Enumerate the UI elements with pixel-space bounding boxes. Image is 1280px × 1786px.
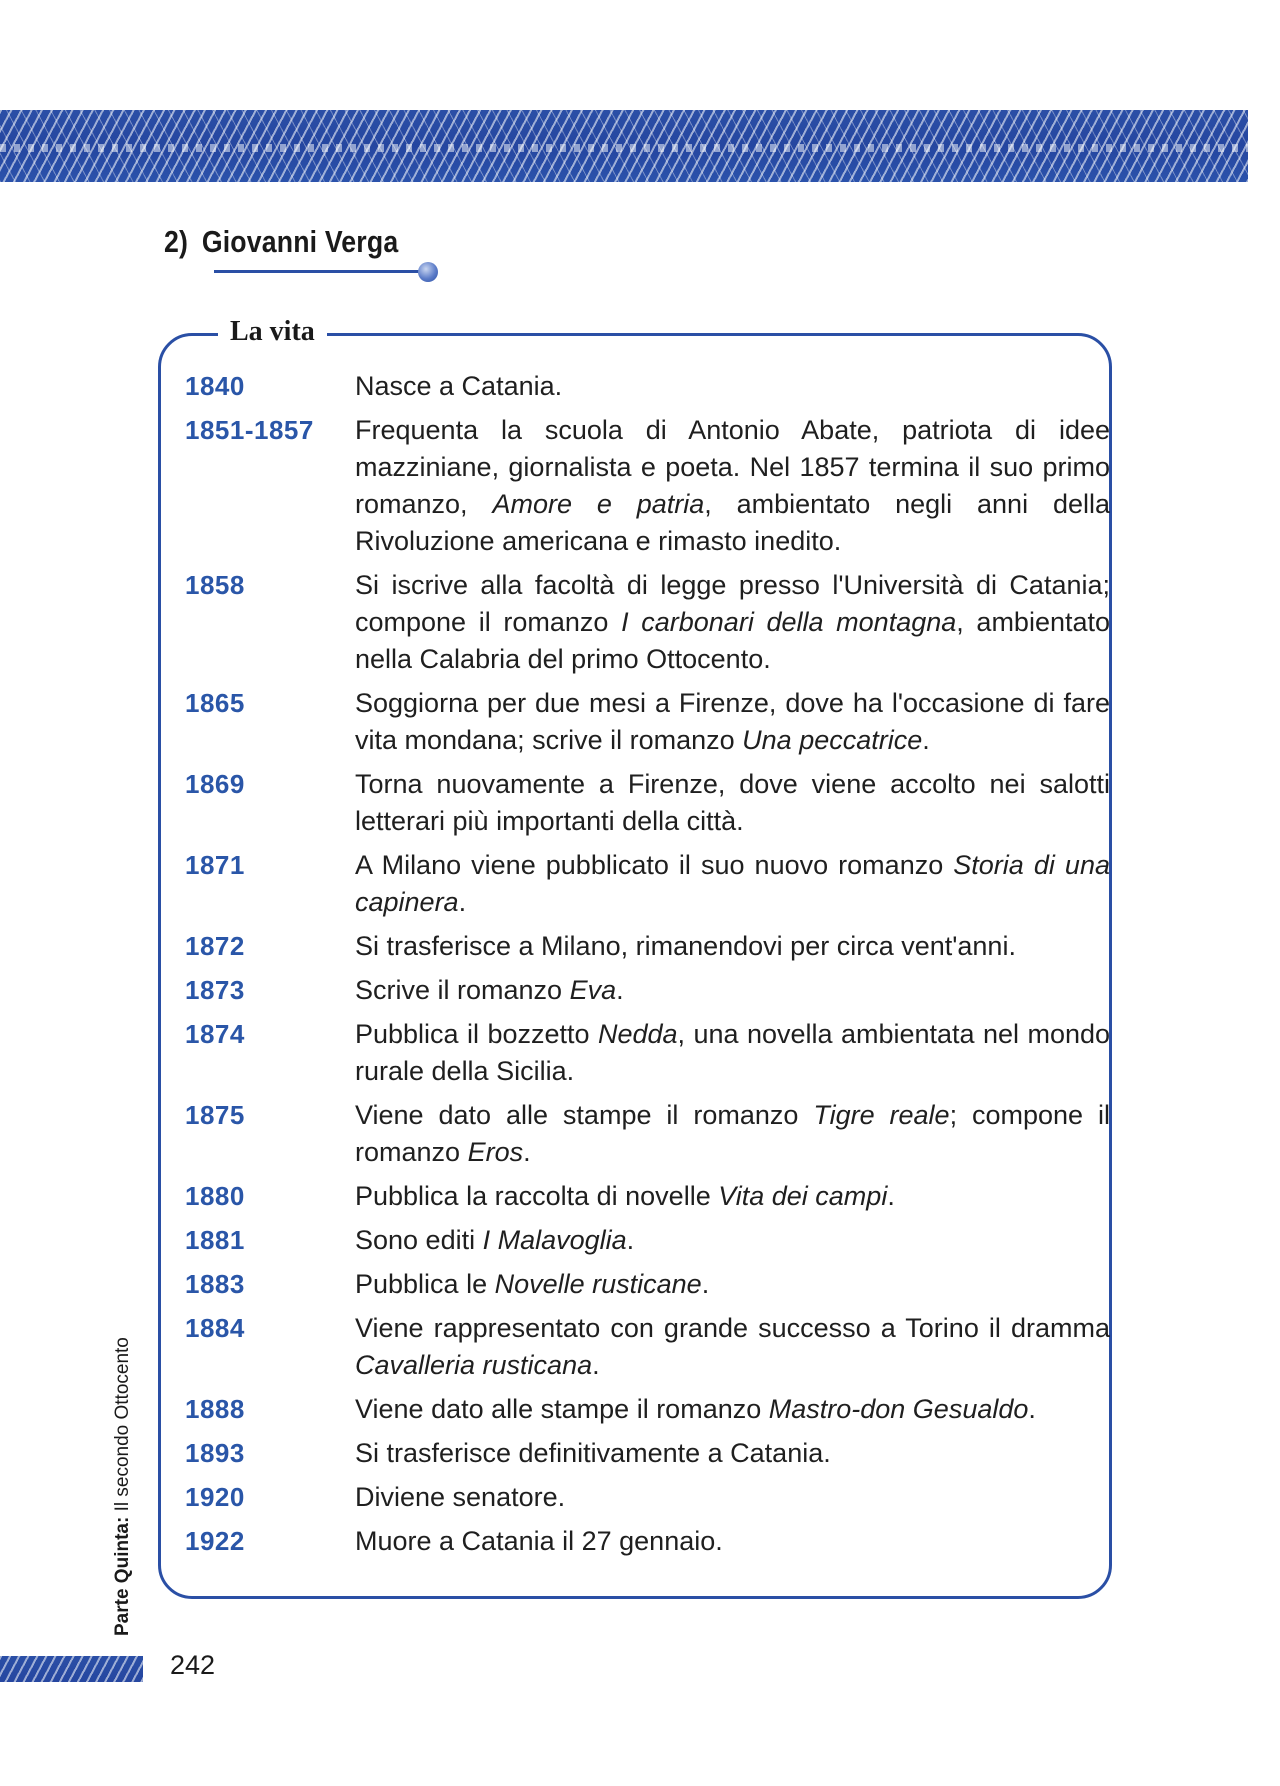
entry-text: , ambientato negli anni della Rivoluzione americana e rimasto inedito. [355, 489, 1110, 556]
entry-year: 1874 [185, 1019, 245, 1049]
entry-text: Si trasferisce definitivamente a Catania. [355, 1438, 831, 1468]
entry-text: Diviene senatore. [355, 1482, 566, 1512]
work-title: Vita dei campi [718, 1181, 888, 1211]
entry-description [355, 847, 1110, 921]
entry-description [355, 1523, 1110, 1560]
entry-year: 1840 [185, 371, 245, 401]
entry-text: . [887, 1181, 895, 1211]
entry-text: . [523, 1137, 531, 1167]
entry-text: Si trasferisce a Milano, rimanendovi per circa vent'anni. [355, 931, 1016, 961]
timeline-entry [185, 1435, 1110, 1472]
timeline-list [185, 368, 1110, 1567]
work-title: Cavalleria rusticana [355, 1350, 593, 1380]
timeline-entry [185, 1178, 1110, 1215]
work-title: Amore e patria [492, 489, 705, 519]
work-title: Tigre reale [813, 1100, 950, 1130]
timeline-entry [185, 1016, 1110, 1090]
timeline-entry [185, 972, 1110, 1009]
running-section-label [112, 1337, 134, 1636]
entry-text: Scrive il romanzo [355, 975, 570, 1005]
entry-description [355, 685, 1110, 759]
entry-description [355, 1435, 1110, 1472]
timeline-entry [185, 1479, 1110, 1516]
entry-text: Torna nuovamente a Firenze, dove viene accolto nei salotti letterari più importanti della città. [355, 769, 1110, 836]
page-number: 242 [170, 1650, 216, 1680]
entry-description [355, 766, 1110, 840]
heading-bullet-icon [418, 262, 438, 282]
work-title: Una peccatrice [742, 725, 923, 755]
entry-text: Pubblica la raccolta di novelle [355, 1181, 719, 1211]
timeline-entry [185, 1523, 1110, 1560]
part-subtitle: Il secondo Ottocento [112, 1337, 133, 1512]
timeline-entry [185, 1266, 1110, 1303]
entry-text: ; compone il romanzo [355, 1100, 1110, 1167]
timeline-entry [185, 685, 1110, 759]
entry-text: Viene rappresentato con grande successo a Torino il dramma [355, 1313, 1110, 1343]
entry-description [355, 1222, 1110, 1259]
entry-year: 1873 [185, 975, 245, 1005]
work-title: Eva [569, 975, 617, 1005]
entry-text: . [616, 975, 624, 1005]
entry-year: 1881 [185, 1225, 245, 1255]
entry-text: , ambientato nella Calabria del primo Ottocento. [355, 607, 1111, 674]
entry-text: . [626, 1225, 635, 1255]
entry-text: Pubblica il bozzetto [355, 1019, 598, 1049]
work-title: Mastro-don Gesualdo [768, 1394, 1029, 1424]
timeline-entry [185, 412, 1110, 560]
entry-year: 1922 [185, 1526, 245, 1556]
entry-year: 1869 [185, 769, 245, 799]
entry-text: Soggiorna per due mesi a Firenze, dove ha l'occasione di fare vita mondana; scrive il romanzo [355, 688, 1110, 755]
entry-description [355, 1266, 1110, 1303]
entry-text: Pubblica le [355, 1269, 495, 1299]
timeline-entry [185, 1310, 1110, 1384]
entry-text: Sono editi [355, 1225, 483, 1255]
entry-text: . [592, 1350, 600, 1380]
work-title: I carbonari della montagna [621, 607, 957, 637]
entry-description [355, 1016, 1110, 1090]
entry-text: . [458, 887, 467, 917]
entry-text: Frequenta la scuola di Antonio Abate, patriota di idee mazziniane, giornalista e poeta. Nel 1857 termina il suo primo romanzo, [355, 415, 1110, 519]
entry-year: 1884 [185, 1313, 245, 1343]
bottom-decorative-band [0, 1656, 143, 1682]
entry-description [355, 1479, 1110, 1516]
work-title: I Malavoglia [482, 1225, 627, 1255]
entry-text: Viene dato alle stampe il romanzo [355, 1100, 814, 1130]
entry-text: Si iscrive alla facoltà di legge presso l'Università di Catania; compone il romanzo [355, 570, 1110, 637]
work-title: Eros [467, 1137, 524, 1167]
section-title: Giovanni Verga [201, 224, 399, 259]
section-number: 2) [164, 224, 189, 259]
entry-year: 1888 [185, 1394, 245, 1424]
timeline-entry [185, 1391, 1110, 1428]
entry-text: A Milano viene pubblicato il suo nuovo romanzo [355, 850, 954, 880]
heading-underline [214, 270, 426, 273]
timeline-entry [185, 368, 1110, 405]
entry-text: . [1028, 1394, 1036, 1424]
work-title: Novelle rusticane [494, 1269, 702, 1299]
entry-text: Muore a Catania il 27 gennaio. [355, 1526, 723, 1556]
entry-year: 1858 [185, 570, 245, 600]
entry-description [355, 567, 1110, 678]
entry-year: 1883 [185, 1269, 245, 1299]
entry-text: . [922, 725, 930, 755]
entry-description [355, 1391, 1110, 1428]
timeline-entry [185, 766, 1110, 840]
entry-year: 1851-1857 [185, 415, 314, 445]
timeline-entry [185, 567, 1110, 678]
entry-text: Viene dato alle stampe il romanzo [355, 1394, 769, 1424]
entry-text: , una novella ambientata nel mondo rurale della Sicilia. [355, 1019, 1111, 1086]
entry-description [355, 368, 1110, 405]
section-heading [164, 224, 398, 260]
work-title: Nedda [597, 1019, 678, 1049]
entry-year: 1872 [185, 931, 245, 961]
entry-description [355, 412, 1110, 560]
entry-year: 1893 [185, 1438, 245, 1468]
top-decorative-band [0, 110, 1248, 182]
timeline-entry [185, 1097, 1110, 1171]
entry-year: 1880 [185, 1181, 245, 1211]
work-title: Storia di una capinera [355, 850, 1110, 917]
entry-year: 1871 [185, 850, 245, 880]
entry-text: . [701, 1269, 710, 1299]
entry-year: 1920 [185, 1482, 245, 1512]
box-title: La vita [218, 312, 327, 352]
timeline-entry [185, 847, 1110, 921]
entry-text: Nasce a Catania. [355, 371, 563, 401]
timeline-entry [185, 1222, 1110, 1259]
entry-description [355, 928, 1110, 965]
timeline-entry [185, 928, 1110, 965]
entry-description [355, 1178, 1110, 1215]
entry-year: 1875 [185, 1100, 245, 1130]
entry-description [355, 1310, 1110, 1384]
entry-year: 1865 [185, 688, 245, 718]
entry-description [355, 1097, 1110, 1171]
part-label: Parte Quinta: [112, 1516, 133, 1636]
entry-description [355, 972, 1110, 1009]
